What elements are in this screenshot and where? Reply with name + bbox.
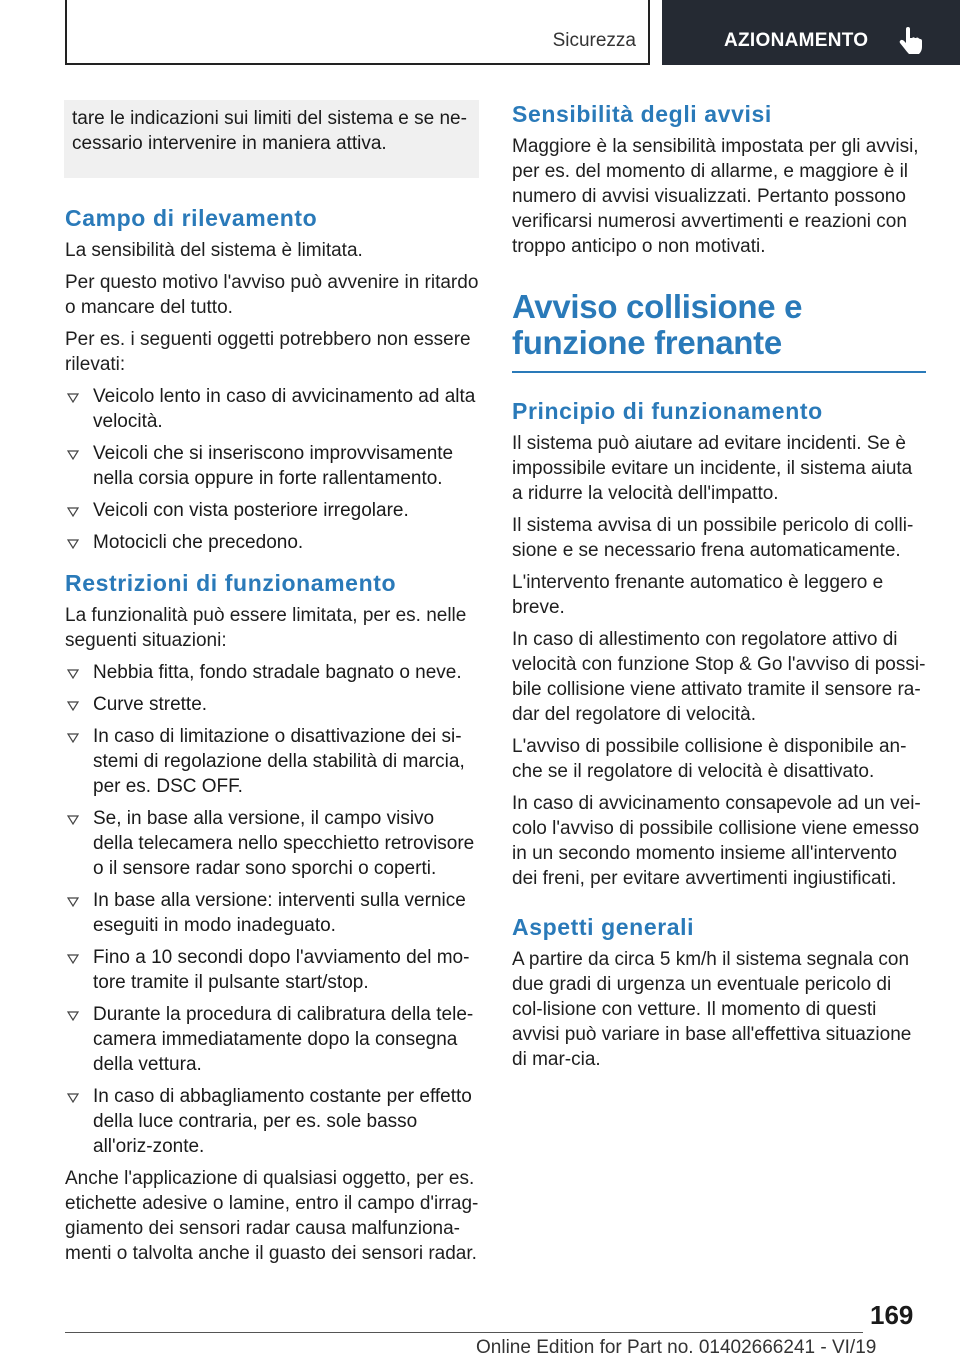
paragraph: Maggiore è la sensibilità impostata per gli avvisi, per es. del momento di allarme, e maggiore è il numero di avvisi visualizzati. Pertanto possono verificarsi numerosi avvertimenti e reazioni con troppo anticipo o non motivati.	[512, 136, 919, 257]
triangle-bullet-icon	[67, 1093, 79, 1103]
heading-aspetti-generali: Aspetti generali	[512, 914, 695, 940]
triangle-bullet-icon	[67, 539, 79, 549]
section-title-rule	[512, 371, 926, 373]
header-chapter-tab	[662, 0, 960, 65]
list-item	[65, 888, 479, 938]
triangle-bullet-icon	[67, 701, 79, 711]
note-box: tare le indicazioni sui limiti del sistema e se ne-cessario intervenire in maniera attiva.	[64, 100, 479, 178]
list-item	[65, 692, 479, 717]
list-item	[65, 441, 479, 491]
paragraph: A partire da circa 5 km/h il sistema segnala con due gradi di urgenza un eventuale pericolo di col-lisione con vetture. Il momento di questi avvisi può variare in base all'effettiva situazione di mar-cia.	[512, 949, 912, 1070]
paragraph: In caso di avvicinamento consapevole ad un vei-colo l'avviso di possibile collisione viene emesso in un secondo momento insieme all'intervento dei freni, per evitare avvertimenti ingiustificati.	[512, 793, 921, 889]
list-item-text: Veicoli con vista posteriore irregolare.	[93, 500, 409, 521]
list-item-text: In caso di limitazione o disattivazione dei si-stemi di regolazione della stabilità di marcia, per es. DSC OFF.	[93, 726, 465, 797]
triangle-bullet-icon	[67, 393, 79, 403]
paragraph: L'intervento frenante automatico è leggero e breve.	[512, 572, 884, 618]
paragraph: La sensibilità del sistema è limitata.	[65, 240, 363, 261]
header-rule-bottom	[65, 63, 650, 65]
heading-sensibilita: Sensibilità degli avvisi	[512, 101, 772, 127]
heading-restrizioni: Restrizioni di funzionamento	[65, 570, 397, 596]
paragraph: La funzionalità può essere limitata, per es. nelle seguenti situazioni:	[65, 605, 467, 651]
right-column	[512, 100, 926, 1079]
heading-campo-rilevamento: Campo di rilevamento	[65, 205, 318, 231]
paragraph: Anche l'applicazione di qualsiasi oggetto, per es. etichette adesive o lamine, entro il campo d'irrag-giamento dei sensori radar causa malfunziona-menti o talvolta anche il guasto dei sensori radar.	[65, 1168, 479, 1264]
list-item-text: Nebbia fitta, fondo stradale bagnato o neve.	[93, 662, 462, 683]
list-item	[65, 1002, 479, 1077]
list-item	[65, 384, 479, 434]
triangle-bullet-icon	[67, 507, 79, 517]
triangle-bullet-icon	[67, 669, 79, 679]
page-number: 169	[870, 1300, 914, 1330]
triangle-bullet-icon	[67, 450, 79, 460]
header-rule-divider	[648, 0, 650, 64]
paragraph: In caso di allestimento con regolatore attivo di velocità con funzione Stop & Go l'avviso di possi-bile collisione viene attivato tramite il sensore ra-dar del regolatore di velocità.	[512, 629, 926, 725]
list-item	[65, 945, 479, 995]
list-item-text: Veicoli che si inseriscono improvvisamente nella corsia oppure in forte rallentamento.	[93, 443, 454, 489]
heading-principio: Principio di funzionamento	[512, 398, 823, 424]
list-item-text: Veicolo lento in caso di avvicinamento ad alta velocità.	[93, 386, 476, 432]
paragraph: Per es. i seguenti oggetti potrebbero non essere rilevati:	[65, 329, 471, 375]
list-item-text: Durante la procedura di calibratura della tele-camera immediatamente dopo la consegna della vettura.	[93, 1004, 474, 1075]
footer-edition: Online Edition for Part no. 01402666241 - VI/19	[476, 1337, 877, 1358]
triangle-bullet-icon	[67, 897, 79, 907]
section-title: Avviso collisione e funzione frenante	[512, 288, 803, 361]
list-item-text: Se, in base alla versione, il campo visivo della telecamera nello specchietto retrovisore o il sensore radar sono sporchi o coperti.	[93, 808, 475, 879]
triangle-bullet-icon	[67, 954, 79, 964]
list-campo	[65, 384, 479, 555]
hand-pointer-icon	[898, 27, 924, 55]
header-chapter-label: AZIONAMENTO	[724, 30, 869, 51]
list-item-text: Curve strette.	[93, 694, 208, 715]
list-restrizioni	[65, 660, 479, 1159]
list-item	[65, 806, 479, 881]
header-rule-left	[65, 0, 67, 64]
triangle-bullet-icon	[67, 815, 79, 825]
paragraph: L'avviso di possibile collisione è disponibile an-che se il regolatore di velocità è disattivato.	[512, 736, 907, 782]
list-item-text: Motocicli che precedono.	[93, 532, 304, 553]
list-item	[65, 660, 479, 685]
list-item-text: Fino a 10 secondi dopo l'avviamento del mo-tore tramite il pulsante start/stop.	[93, 947, 470, 993]
list-item	[65, 498, 479, 523]
list-item-text: In caso di abbagliamento costante per effetto della luce contraria, per es. sole basso all'oriz-zonte.	[93, 1086, 472, 1157]
left-column	[65, 100, 479, 1273]
triangle-bullet-icon	[67, 1011, 79, 1021]
paragraph: Il sistema può aiutare ad evitare incidenti. Se è impossibile evitare un incidente, il sistema aiuta a ridurre la velocità dell'impatto.	[512, 433, 913, 504]
header-section-label: Sicurezza	[552, 30, 636, 51]
list-item	[65, 1084, 479, 1159]
paragraph: Il sistema avvisa di un possibile pericolo di colli-sione e se necessario frena automaticamente.	[512, 515, 914, 561]
triangle-bullet-icon	[67, 733, 79, 743]
list-item-text: In base alla versione: interventi sulla vernice eseguiti in modo inadeguato.	[93, 890, 466, 936]
list-item	[65, 724, 479, 799]
list-item	[65, 530, 479, 555]
paragraph: Per questo motivo l'avviso può avvenire in ritardo o mancare del tutto.	[65, 272, 479, 318]
footer-rule	[65, 1332, 863, 1333]
